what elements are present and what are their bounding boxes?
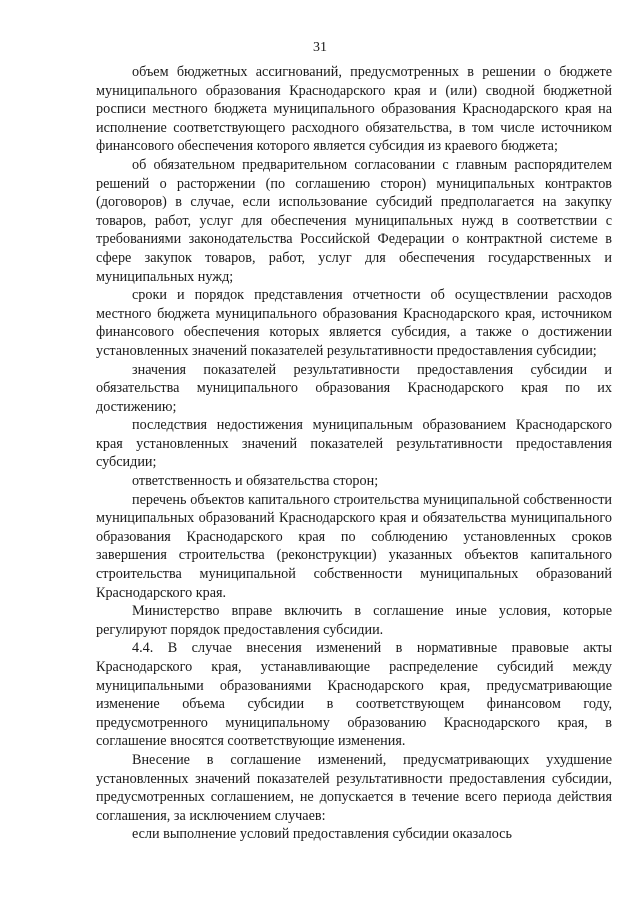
paragraph-objects-list: перечень объектов капитального строительства муниципальной собственности муниципальных образований Краснодарского края и обязательства муниципального образования Краснодарского края по соблюдению установленных сроков завершения строительства (реконструкции) указанных объектов капитального строительства муниципальной собственности муниципальных образований Краснодарского края. (96, 491, 612, 601)
paragraph-reporting-terms: сроки и порядок представления отчетности об осуществлении расходов местного бюджета муниципального образования Краснодарского края, источником финансового обеспечения которых является субсидия, а также о достижении установленных значений показателей результативности предоставления субсидии; (96, 287, 612, 359)
paragraph-ministry-right: Министерство вправе включить в соглашение иные условия, которые регулируют порядок предоставления субсидии. (96, 603, 612, 638)
paragraph-budget-allocations: объем бюджетных ассигнований, предусмотренных в решении о бюджете муниципального образования Краснодарского края и (или) сводной бюджетной росписи местного бюджета муниципального образования Краснодарского края на исполнение соответствующего расходного обязательства, в том числе источником финансового обеспечения которого является субсидия из краевого бюджета; (96, 64, 612, 155)
paragraph-indicator-values: значения показателей результативности предоставления субсидии и обязательства муниципального образования Краснодарского края по их достижению; (96, 361, 612, 415)
paragraph-exception-start: если выполнение условий предоставления субсидии оказалось (132, 826, 512, 843)
paragraph-mandatory-approval: об обязательном предварительном согласовании с главным распорядителем решений о расторжении (по соглашению сторон) муниципальных контрактов (договоров) в случае, если использование субсидий предполагается на закупку товаров, работ, услуг для обеспечения муниципальных нужд в соответствии с требованиями законодательства Российской Федерации о контрактной системе в сфере закупок товаров, работ, услуг для обеспечения государственных и муниципальных нужд; (96, 156, 612, 285)
paragraph-amendments: Внесение в соглашение изменений, предусматривающих ухудшение установленных значений показателей результативности предоставления субсидии, предусмотренных соглашением, не допускается в течение всего периода действия соглашения, за исключением случаев: (96, 751, 612, 824)
page-number: 31 (313, 40, 327, 55)
paragraph-section-4-4: 4.4. В случае внесения изменений в нормативные правовые акты Краснодарского края, устанавливающие распределение субсидий между муниципальными образованиями Краснодарского края, предусматривающие изменение объема субсидии в соответствующем финансовом году, предусмотренного муниципальному образованию Краснодарского края, в соглашение вносятся соответствующие изменения. (96, 640, 612, 750)
document-body (96, 63, 612, 844)
paragraph-consequences: последствия недостижения муниципальным образованием Краснодарского края установленных значений показателей результативности предоставления субсидии; (96, 417, 612, 471)
paragraph-responsibility: ответственность и обязательства сторон; (132, 473, 379, 490)
